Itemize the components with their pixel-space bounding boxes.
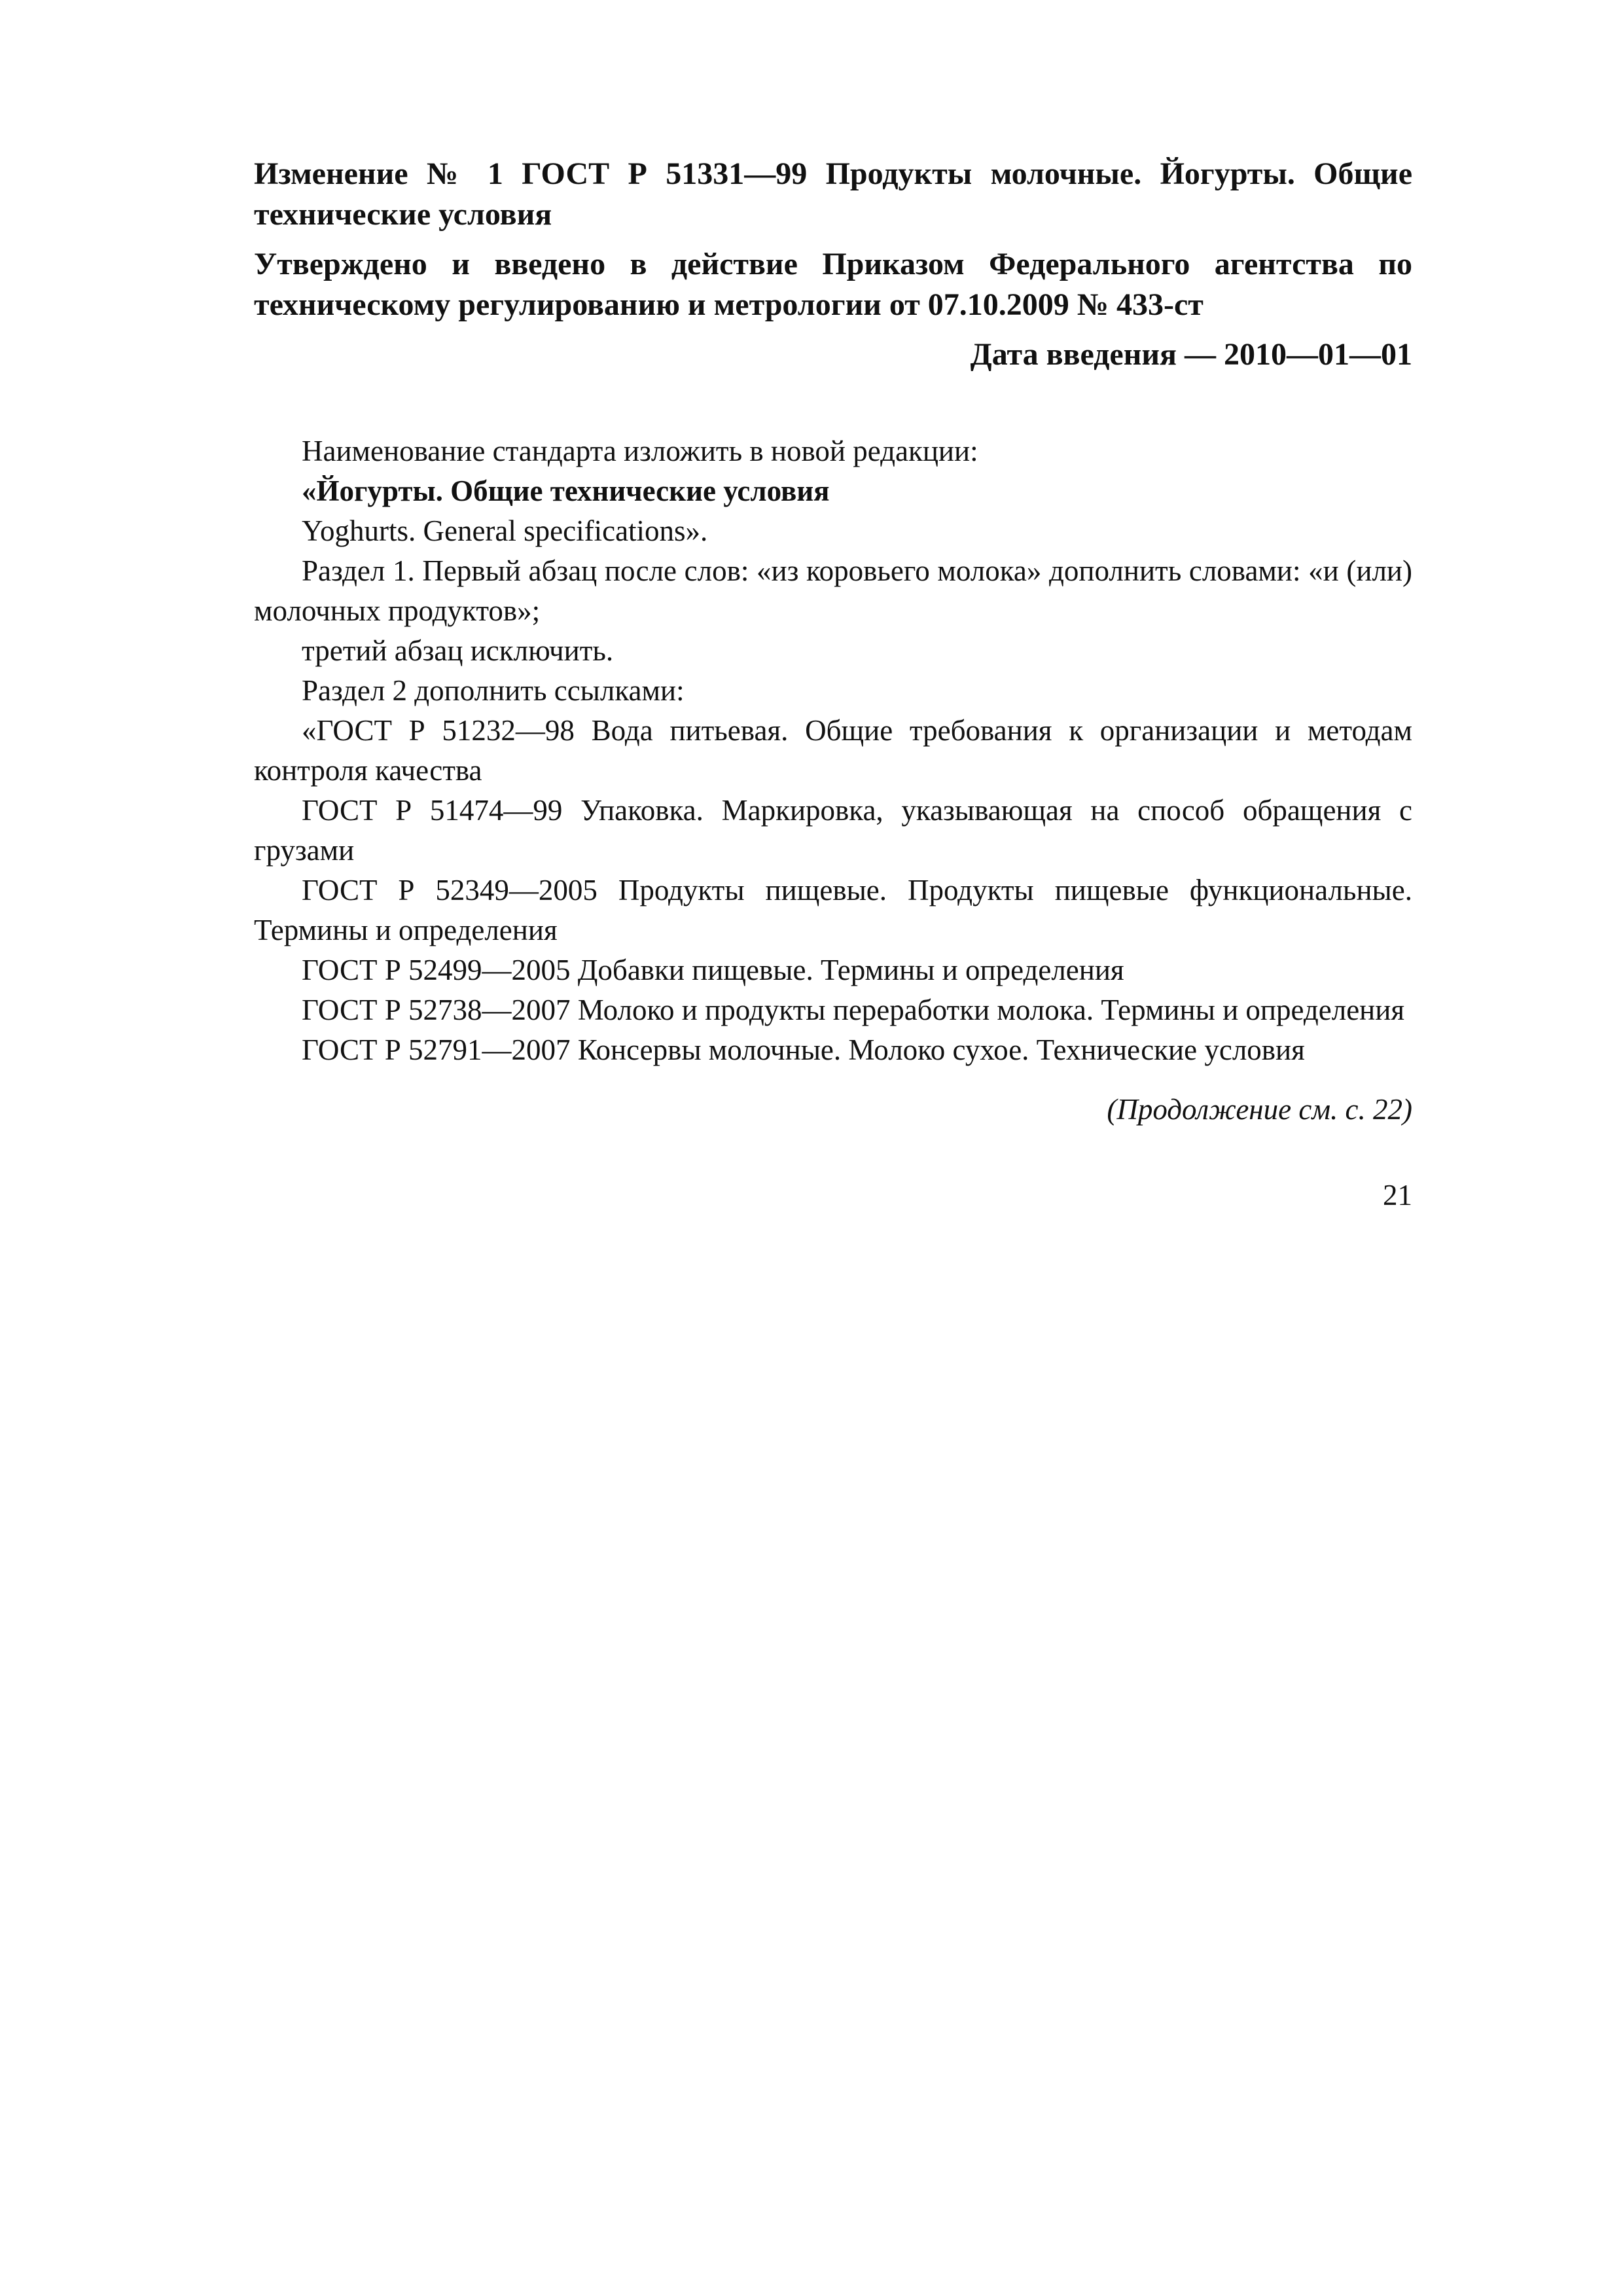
page-number: 21 (1383, 1179, 1412, 1211)
paragraph-third-removed: третий абзац исключить. (302, 634, 614, 667)
amendment-title: Изменение № 1 ГОСТ Р 51331—99 Продукты молочные. Йогурты. Общие технические условия (254, 156, 1412, 232)
effective-date: Дата введения — 2010—01—01 (970, 337, 1412, 372)
paragraph-new-title-ru: «Йогурты. Общие технические условия (302, 475, 830, 507)
paragraph-new-title-en: Yoghurts. General specifications». (302, 514, 708, 547)
paragraph-section-2: Раздел 2 дополнить ссылками: (302, 674, 685, 707)
continuation-note: (Продолжение см. с. 22) (1107, 1093, 1412, 1126)
reference-item: ГОСТ Р 52791—2007 Консервы молочные. Молоко сухое. Технические условия (302, 1033, 1305, 1066)
reference-item: ГОСТ Р 52499—2005 Добавки пищевые. Термины и определения (302, 954, 1124, 986)
reference-item: ГОСТ Р 52738—2007 Молоко и продукты переработки молока. Термины и определения (302, 994, 1405, 1026)
approval-statement: Утверждено и введено в действие Приказом Федерального агентства по техническому регулированию и метрологии от 07.10.2009 № 433-ст (254, 247, 1412, 322)
paragraph-name-change: Наименование стандарта изложить в новой редакции: (302, 435, 978, 467)
reference-item: ГОСТ Р 51474—99 Упаковка. Маркировка, указывающая на способ обращения с грузами (254, 794, 1412, 867)
reference-item: ГОСТ Р 52349—2005 Продукты пищевые. Продукты пищевые функциональные. Термины и определения (254, 874, 1412, 946)
document-page (254, 154, 1412, 1215)
reference-item: «ГОСТ Р 51232—98 Вода питьевая. Общие требования к организации и методам контроля качества (254, 714, 1412, 787)
paragraph-section-1: Раздел 1. Первый абзац после слов: «из коровьего молока» дополнить словами: «и (или) молочных продуктов»; (254, 554, 1412, 627)
amendment-body (254, 431, 1412, 1070)
